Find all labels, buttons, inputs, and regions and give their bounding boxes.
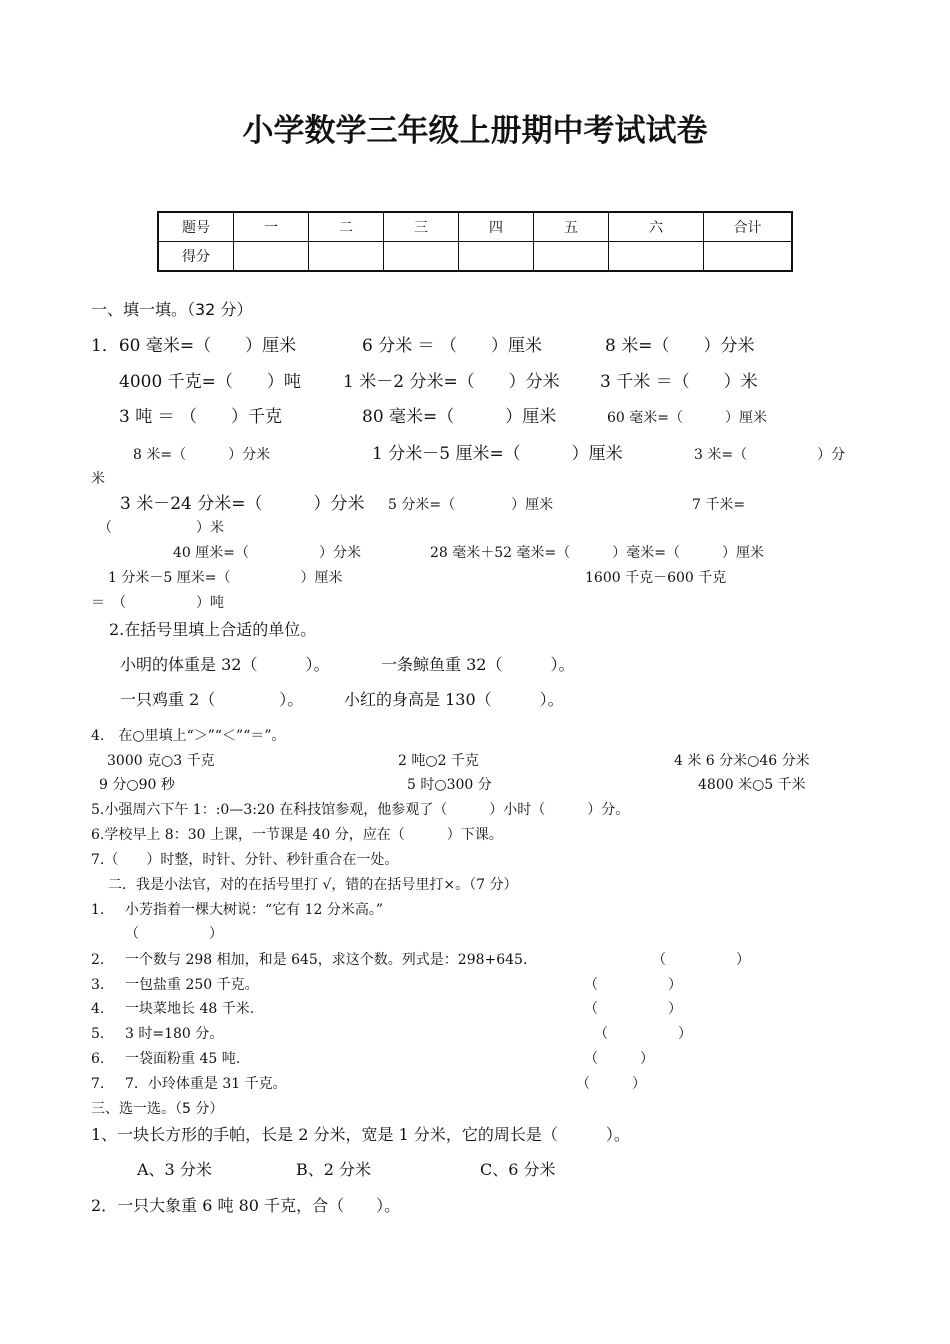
q1-item: 8 米=（ ）分米	[133, 447, 271, 463]
section2-heading: 二．我是小法官，对的在括号里打 √，错的在括号里打×。（7 分）	[108, 877, 518, 893]
q1-item: 3 米=（ ）分	[694, 447, 846, 463]
q1-item: 6 分米 ＝ （ ）厘米	[362, 336, 543, 356]
q1-item: 1 分米－5 厘米=（ ）厘米	[108, 570, 343, 586]
tf-text: 一个数与 298 相加，和是 645，求这个数。列式是：298+645.	[125, 952, 528, 968]
header-cell: 题号	[158, 212, 234, 242]
score-table-header-row	[158, 212, 792, 242]
mc-question: 2．一只大象重 6 吨 80 千克，合（ ）。	[91, 1196, 401, 1215]
score-table	[157, 211, 793, 272]
q1-item: 80 毫米=（ ）厘米	[362, 407, 557, 427]
tf-num: 7.	[91, 1076, 105, 1092]
score-cell[interactable]	[384, 242, 459, 272]
tf-text: 一袋面粉重 45 吨.	[125, 1051, 241, 1067]
section3-heading: 三、选一选。（5 分）	[91, 1101, 224, 1117]
q1-item-wrap: 米	[91, 471, 105, 487]
score-cell[interactable]	[234, 242, 309, 272]
q1-item: 3 千米 ＝（ ）米	[600, 372, 758, 392]
q1-item: 1600 千克－600 千克	[585, 570, 727, 586]
tf-text: 一包盐重 250 千克。	[125, 977, 259, 993]
q1-item: 40 厘米=（ ）分米	[173, 545, 361, 561]
score-cell[interactable]	[534, 242, 609, 272]
tf-text: 3 时=180 分。	[125, 1026, 224, 1042]
tf-num: 1.	[91, 902, 105, 918]
q1-item: 7 千米=	[692, 497, 746, 513]
tf-num: 5.	[91, 1026, 105, 1042]
tf-num: 2.	[91, 952, 105, 968]
mc-option[interactable]: B、2 分米	[296, 1160, 372, 1179]
mc-option[interactable]: C、6 分米	[480, 1160, 556, 1179]
tf-num: 4.	[91, 1001, 105, 1017]
page-title: 小学数学三年级上册期中考试试卷	[242, 113, 708, 149]
score-cell[interactable]	[609, 242, 704, 272]
row-label: 得分	[158, 242, 234, 272]
q1-item: 28 毫米＋52 毫米=（ ）毫米=（ ）厘米	[430, 545, 764, 561]
q1-item: 3 吨 ＝ （ ）千克	[119, 407, 283, 427]
tf-paren[interactable]: （ ）	[652, 952, 750, 968]
tf-paren[interactable]: （ ）	[584, 977, 682, 993]
header-cell: 六	[609, 212, 704, 242]
header-cell: 五	[534, 212, 609, 242]
q4-item: 4 米 6 分米○46 分米	[674, 753, 810, 769]
q2-item: 一只鸡重 2（ ）。	[120, 690, 304, 709]
q1-item-wrap: （ ）米	[98, 520, 224, 536]
tf-text: 小芳指着一棵大树说：“它有 12 分米高。”	[125, 902, 384, 918]
header-cell: 合计	[704, 212, 793, 242]
tf-paren[interactable]: （ ）	[125, 926, 223, 942]
score-cell[interactable]	[459, 242, 534, 272]
q4-heading: 4. 在○里填上“＞”“＜”“＝”。	[91, 728, 286, 744]
mc-question: 1、一块长方形的手帕，长是 2 分米，宽是 1 分米，它的周长是（ ）。	[91, 1125, 630, 1144]
q2-item: 一条鲸鱼重 32（ ）。	[381, 655, 575, 674]
tf-text: 一块菜地长 48 千米.	[125, 1001, 255, 1017]
q1-item: 4000 千克=（ ）吨	[119, 372, 301, 392]
q1-item: 1．60 毫米=（ ）厘米	[91, 336, 297, 356]
q1-item: 3 米－24 分米=（ ）分米	[120, 494, 365, 514]
q5: 5.小强周六下午 1：:0—3:20 在科技馆参观，他参观了（ ）小时（ ）分。	[91, 802, 630, 818]
header-cell: 四	[459, 212, 534, 242]
header-cell: 二	[309, 212, 384, 242]
q1-item-wrap: ＝ （ ）吨	[91, 595, 224, 611]
q1-item: 1 米－2 分米=（ ）分米	[343, 372, 560, 392]
q4-item: 4800 米○5 千米	[698, 777, 806, 793]
q2-item: 小明的体重是 32（ ）。	[120, 655, 330, 674]
tf-num: 3.	[91, 977, 105, 993]
mc-option[interactable]: A、3 分米	[137, 1160, 212, 1179]
q4-item: 3000 克○3 千克	[107, 753, 215, 769]
q2-heading: 2.在括号里填上合适的单位。	[109, 620, 317, 639]
tf-paren[interactable]: （ ）	[584, 1051, 654, 1067]
score-table-score-row	[158, 242, 792, 272]
section1-heading: 一、填一填。（32 分）	[91, 300, 253, 319]
q7: 7.（ ）时整，时针、分针、秒针重合在一处。	[91, 852, 399, 868]
q4-item: 9 分○90 秒	[99, 777, 175, 793]
q4-item: 2 吨○2 千克	[398, 753, 479, 769]
q4-item: 5 时○300 分	[407, 777, 492, 793]
tf-num: 6.	[91, 1051, 105, 1067]
q1-item: 8 米=（ ）分米	[605, 336, 755, 356]
q1-item: 5 分米=（ ）厘米	[388, 497, 554, 513]
score-cell[interactable]	[704, 242, 793, 272]
tf-text: 7．小玲体重是 31 千克。	[125, 1076, 287, 1092]
q1-item: 60 毫米=（ ）厘米	[607, 410, 767, 426]
tf-paren[interactable]: （ ）	[584, 1001, 682, 1017]
q2-item: 小红的身高是 130（ ）。	[344, 690, 564, 709]
tf-paren[interactable]: （ ）	[576, 1076, 646, 1092]
q1-item: 1 分米－5 厘米=（ ）厘米	[372, 444, 623, 464]
header-cell: 一	[234, 212, 309, 242]
score-cell[interactable]	[309, 242, 384, 272]
header-cell: 三	[384, 212, 459, 242]
tf-paren[interactable]: （ ）	[594, 1026, 692, 1042]
q6: 6.学校早上 8：30 上课，一节课是 40 分，应在（ ）下课。	[91, 827, 503, 843]
